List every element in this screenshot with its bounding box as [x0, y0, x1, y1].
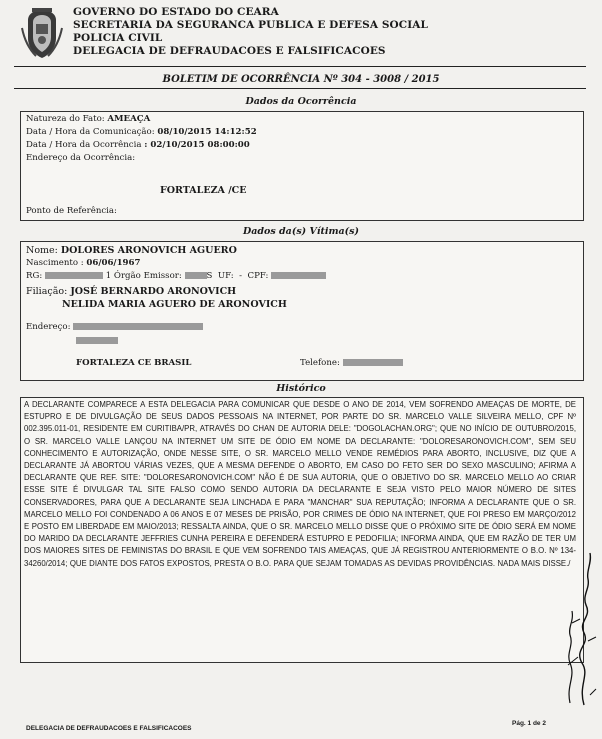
issuer-label: Órgão Emissor:	[113, 271, 182, 281]
occurrence-time-row	[26, 140, 250, 150]
occurrence-section-title: Dados da Ocorrência	[245, 96, 357, 107]
document-header	[73, 6, 428, 58]
footer-agency: DELEGACIA DE DEFRAUDACOES E FALSIFICACOES	[26, 725, 192, 732]
father-name: JOSÉ BERNARDO ARONOVICH	[70, 286, 237, 297]
phone-row	[300, 358, 403, 368]
occurrence-time-label: Data / Hora da Ocorrência	[26, 140, 142, 150]
uf-label: UF:	[217, 271, 234, 281]
birth-row	[26, 258, 141, 268]
occurrence-city: FORTALEZA /CE	[160, 185, 247, 196]
history-section-title: Histórico	[276, 383, 326, 394]
coat-of-arms-icon	[20, 8, 64, 60]
address-redacted	[73, 323, 203, 330]
victim-name-label: Nome:	[26, 245, 58, 256]
victim-name-row	[26, 245, 237, 256]
filiation-row	[26, 286, 236, 297]
documents-row	[26, 271, 326, 281]
rg-redacted	[45, 272, 103, 279]
footer-page-number: Pág. 1 de 2	[512, 720, 546, 727]
communication-label: Data / Hora da Comunicação:	[26, 127, 155, 137]
issuer-suffix: S	[206, 271, 213, 281]
address-redacted-2	[76, 337, 118, 344]
reference-label: Ponto de Referência:	[26, 206, 117, 216]
title-rule	[14, 88, 586, 89]
birth-value: 06/06/1967	[86, 258, 141, 268]
victim-name-value: DOLORES ARONOVICH AGUERO	[60, 245, 237, 256]
phone-redacted	[343, 359, 403, 366]
communication-value: 08/10/2015 14:12:52	[157, 127, 257, 137]
header-rule	[14, 66, 586, 67]
header-line-4: DELEGACIA DE DEFRAUDACOES E FALSIFICACOES	[73, 45, 386, 57]
victim-city-line: FORTALEZA CE BRASIL	[76, 358, 192, 368]
occurrence-address-label: Endereço da Ocorrência:	[26, 153, 136, 163]
address-line-2	[76, 336, 118, 346]
header-line-2: SECRETARIA DA SEGURANCA PUBLICA E DEFESA SOCIAL	[73, 19, 428, 31]
report-title: BOLETIM DE OCORRÊNCIA Nº 304 - 3008 / 2015	[162, 74, 440, 85]
rg-label: RG:	[26, 271, 43, 281]
nature-row	[26, 114, 150, 124]
victim-address-label: Endereço:	[26, 322, 71, 332]
header-line-3: POLICIA CIVIL	[73, 32, 163, 44]
issuer-redacted	[185, 272, 207, 279]
mother-name: NELIDA MARIA AGUERO DE ARONOVICH	[62, 299, 287, 310]
handwritten-signature-icon	[560, 545, 600, 710]
cpf-redacted	[271, 272, 326, 279]
victim-address-row	[26, 322, 203, 332]
birth-label: Nascimento :	[26, 258, 84, 268]
occurrence-time-value: : 02/10/2015 08:00:00	[144, 140, 250, 150]
phone-label: Telefone:	[300, 358, 340, 368]
nature-label: Natureza do Fato:	[26, 114, 105, 124]
filiation-label: Filiação:	[26, 286, 68, 297]
communication-row	[26, 127, 257, 137]
rg-suffix: 1	[105, 271, 112, 281]
header-line-1: GOVERNO DO ESTADO DO CEARA	[73, 6, 279, 18]
cpf-label: CPF:	[247, 271, 269, 281]
uf-value: -	[239, 271, 243, 281]
history-text: A DECLARANTE COMPARECE A ESTA DELEGACIA PARA COMUNICAR QUE DESDE O ANO DE 2014, VEM SOFRENDO AMEAÇAS DE MORTE, DE ESTUPRO E DE DIVULGAÇÃO DE SEUS DADOS PESSOAIS NA INTERNET, POR PARTE DO SR. MARCELO VALLE SILVEIRA MELLO, CPF Nº 002.395.011-01, RESIDENTE EM CURITIBA/PR, ATRAVÉS DO CHAN DE AUTORIA DELE: "DOGOLACHAN.ORG"; QUE NO INÍCIO DE OUTUBRO/2015, O SR. MARCELO VALLE LANÇOU NA INTERNET UM SITE DE ÓDIO EM NOME DA DECLARANTE: "DOLORESARONOVICH.COM", SEM SEU CONHECIMENTO E AUTORIZAÇÃO, ONDE NESSE SITE, O SR. MARCELO MELLO VENDE REMÉDIOS PARA ABORTO, INCLUSIVE, DIZ QUE A DECLARANTE JÁ ABORTOU VÁRIAS VEZES, QUE A MESMA DEFENDE O ABORTO, EM CASO DO FETO SER DO SEXO MASCULINO; AFIRMA A DECLARANTE QUE REF. SITE: "DOLORESARONOVICH.COM" NÃO É DE SUA AUTORIA, QUE O OBJETIVO DO SR. MARCELO MELLO AO CRIAR ESSE SITE É DIVULGAR TAL SITE FALSO COMO SENDO AUTORIA DA DECLARANTE E SEJA VISTO PELO MAIOR NÚMERO DE SITES CONSERVADORES, PARA QUE A DECLARANTE SEJA LINCHADA E PARA "MANCHAR" SUA REPUTAÇÃO; INFORMA A DECLARANTE QUE O SR. MARCELO MELLO FOI CONDENADO A 06 ANOS E 07 MESES DE PRISÃO, POR CRIMES DE ÓDIO NA INTERNET, QUE FOI PRESO EM MARÇO/2012 E POSTO EM LIBERDADE EM MAIO/2013; RESSALTA AINDA, QUE O SR. MARCELO MELLO DISSE QUE O PRÓXIMO SITE DE ÓDIO SERÁ EM NOME DO MARIDO DA DECLARANTE JEFFRIES CUNHA PEREIRA E DEFENDERÁ ESTUPRO E PEDOFILIA; INFORMA AINDA, QUE EM RAZÃO DE TER UM DOS MAIORES SITES DE FEMINISTAS DO BRASIL E QUE VEM SOFRENDO TAIS AMEAÇAS, QUE JÁ REGISTROU ANTERIORMENTE O B.O. Nº 134-34260/2014; QUE DIANTE DOS FATOS EXPOSTOS, PRESTA O B.O. PARA QUE SEJAM TOMADAS AS DEVIDAS PROVIDÊNCIAS. NADA MAIS DISSE./	[24, 400, 576, 568]
victim-section-title: Dados da(s) Vítima(s)	[243, 226, 359, 237]
nature-value: AMEAÇA	[107, 114, 151, 124]
